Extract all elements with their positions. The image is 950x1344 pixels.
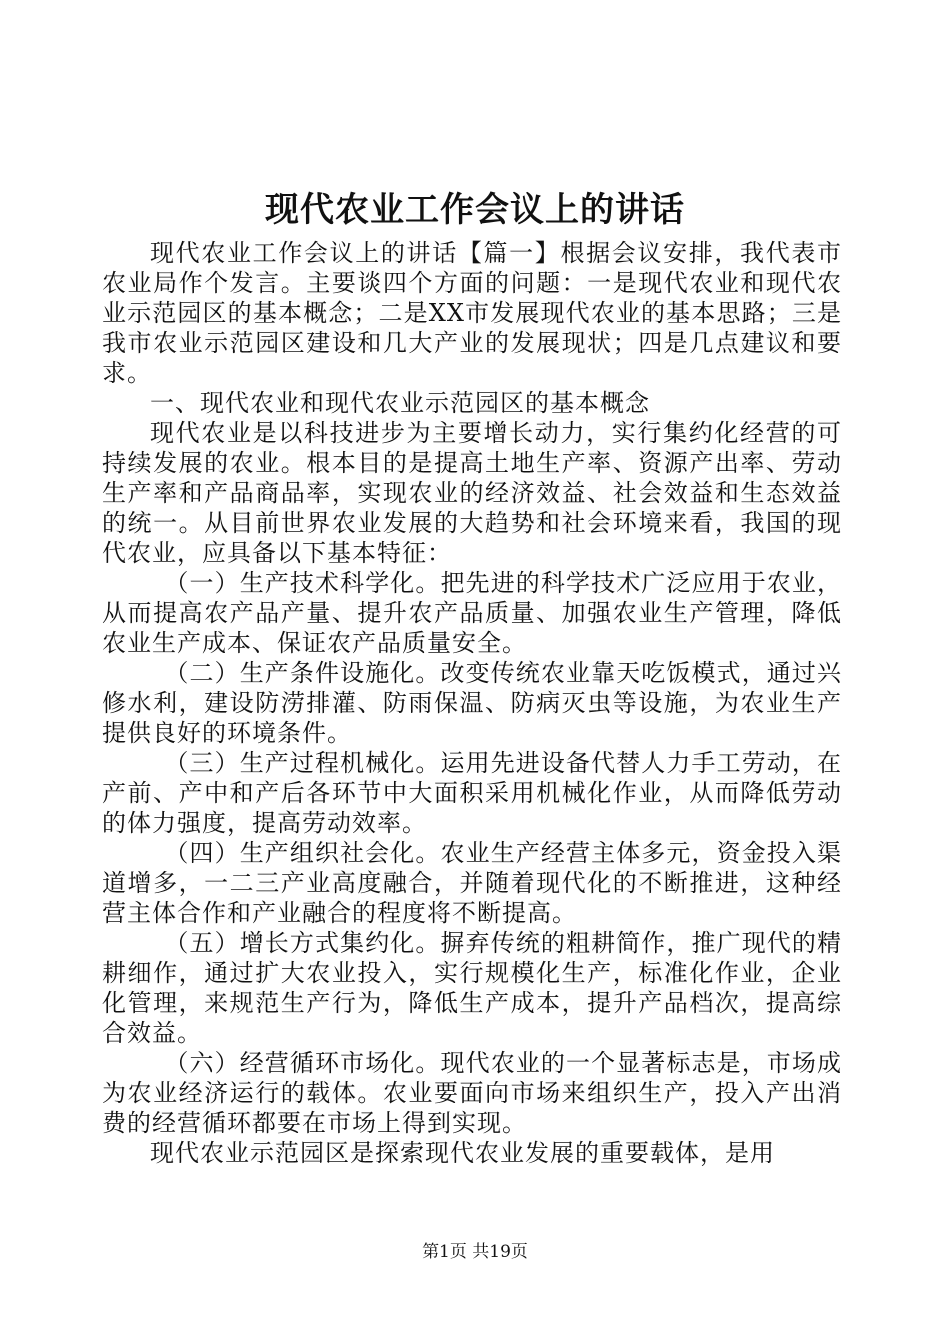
document-body [102,238,842,1168]
paragraph-intro: 现代农业工作会议上的讲话【篇一】根据会议安排，我代表市农业局作个发言。主要谈四个方面的问题：一是现代农业和现代农业示范园区的基本概念；二是XX市发展现代农业的基本思路；三是我市农业示范园区建设和几大产业的发展现状；四是几点建议和要求。 [102,239,842,387]
paragraph-feature-4: （四）生产组织社会化。农业生产经营主体多元，资金投入渠道增多，一二三产业高度融合，并随着现代化的不断推进，这种经营主体合作和产业融合的程度将不断提高。 [102,839,842,927]
paragraph-feature-6: （六）经营循环市场化。现代农业的一个显著标志是，市场成为农业经济运行的载体。农业要面向市场来组织生产，投入产出消费的经营循环都要在市场上得到实现。 [102,1049,842,1137]
page-footer: 第1页 共19页 [422,1242,528,1262]
paragraph-demo-park: 现代农业示范园区是探索现代农业发展的重要载体，是用 [150,1139,775,1167]
paragraph-feature-1: （一）生产技术科学化。把先进的科学技术广泛应用于农业，从而提高农产品产量、提升农产品质量、加强农业生产管理，降低农业生产成本、保证农产品质量安全。 [102,569,842,657]
paragraph-feature-2: （二）生产条件设施化。改变传统农业靠天吃饭模式，通过兴修水利，建设防涝排灌、防雨保温、防病灭虫等设施，为农业生产提供良好的环境条件。 [102,659,842,747]
paragraph-modern-agriculture: 现代农业是以科技进步为主要增长动力，实行集约化经营的可持续发展的农业。根本目的是提高土地生产率、资源产出率、劳动生产率和产品商品率，实现农业的经济效益、社会效益和生态效益的统一。从目前世界农业发展的大趋势和社会环境来看，我国的现代农业，应具备以下基本特征： [102,419,842,567]
paragraph-feature-5: （五）增长方式集约化。摒弃传统的粗耕简作，推广现代的精耕细作，通过扩大农业投入，实行规模化生产，标准化作业，企业化管理，来规范生产行为，降低生产成本，提升产品档次，提高综合效益。 [102,929,842,1047]
section-heading-1: 一、现代农业和现代农业示范园区的基本概念 [150,389,650,417]
document-title: 现代农业工作会议上的讲话 [265,190,685,230]
paragraph-feature-3: （三）生产过程机械化。运用先进设备代替人力手工劳动，在产前、产中和产后各环节中大面积采用机械化作业，从而降低劳动的体力强度，提高劳动效率。 [102,749,842,837]
